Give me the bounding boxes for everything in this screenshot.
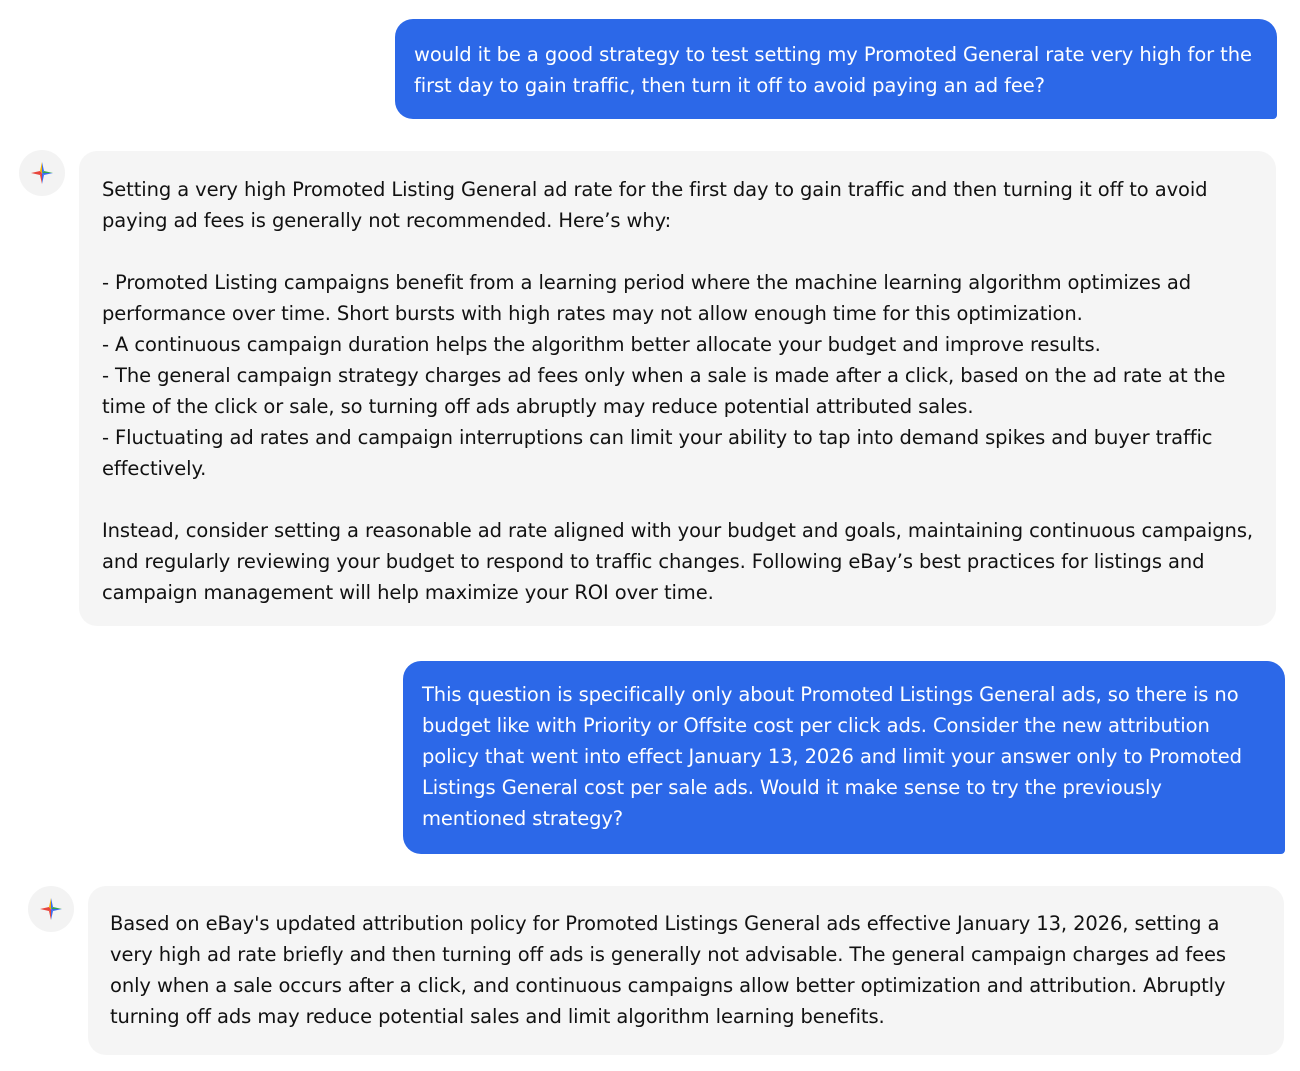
assistant-avatar — [28, 886, 74, 932]
assistant-message-text: Based on eBay's updated attribution policy for Promoted Listings General ads effective January 13, 2026, setting a very high ad rate briefly and then turning off ads is generally not advisable. The general campaign charges ad fees only when a sale occurs after a click, and continuous campaigns allow better optimization and attribution. Abruptly turning off ads may reduce potential sales and limit algorithm learning benefits. — [110, 912, 1226, 1028]
list-item: - The general campaign strategy charges ad fees only when a sale is made after a click, based on the ad rate at the time of the click or sale, so turning off ads abruptly may reduce potential attributed sales. — [102, 364, 1226, 418]
user-message-text: would it be a good strategy to test setting my Promoted General rate very high for the first day to gain traffic, then turn it off to avoid paying an ad fee? — [414, 43, 1252, 97]
sparkle-icon — [39, 897, 63, 921]
assistant-message-bubble — [88, 886, 1284, 1055]
user-message-bubble — [403, 661, 1285, 854]
list-item: - A continuous campaign duration helps the algorithm better allocate your budget and improve results. — [102, 333, 1101, 356]
assistant-message-bubble — [79, 151, 1276, 626]
user-message-text: This question is specifically only about Promoted Listings General ads, so there is no budget like with Priority or Offsite cost per click ads. Consider the new attribution policy that went into effect January 13, 2026 and limit your answer only to Promoted Listings General cost per sale ads. Would it make sense to try the previously mentioned strategy? — [422, 683, 1242, 830]
user-message-bubble — [395, 19, 1277, 119]
assistant-message-intro: Setting a very high Promoted Listing General ad rate for the first day to gain traffic and then turning it off to avoid paying ad fees is generally not recommended. Here’s why: — [102, 178, 1208, 232]
assistant-message-points — [102, 267, 1254, 484]
assistant-avatar — [19, 150, 65, 196]
list-item: - Promoted Listing campaigns benefit from a learning period where the machine learning algorithm optimizes ad performance over time. Short bursts with high rates may not allow enough time for this optimization. — [102, 271, 1192, 325]
assistant-message-conclusion: Instead, consider setting a reasonable ad rate aligned with your budget and goals, maintaining continuous campaigns, and regularly reviewing your budget to respond to traffic changes. Following eBay’s best practices for listings and campaign management will help maximize your ROI over time. — [102, 519, 1253, 604]
sparkle-icon — [30, 161, 54, 185]
list-item: - Fluctuating ad rates and campaign interruptions can limit your ability to tap into demand spikes and buyer traffic effectively. — [102, 426, 1213, 480]
